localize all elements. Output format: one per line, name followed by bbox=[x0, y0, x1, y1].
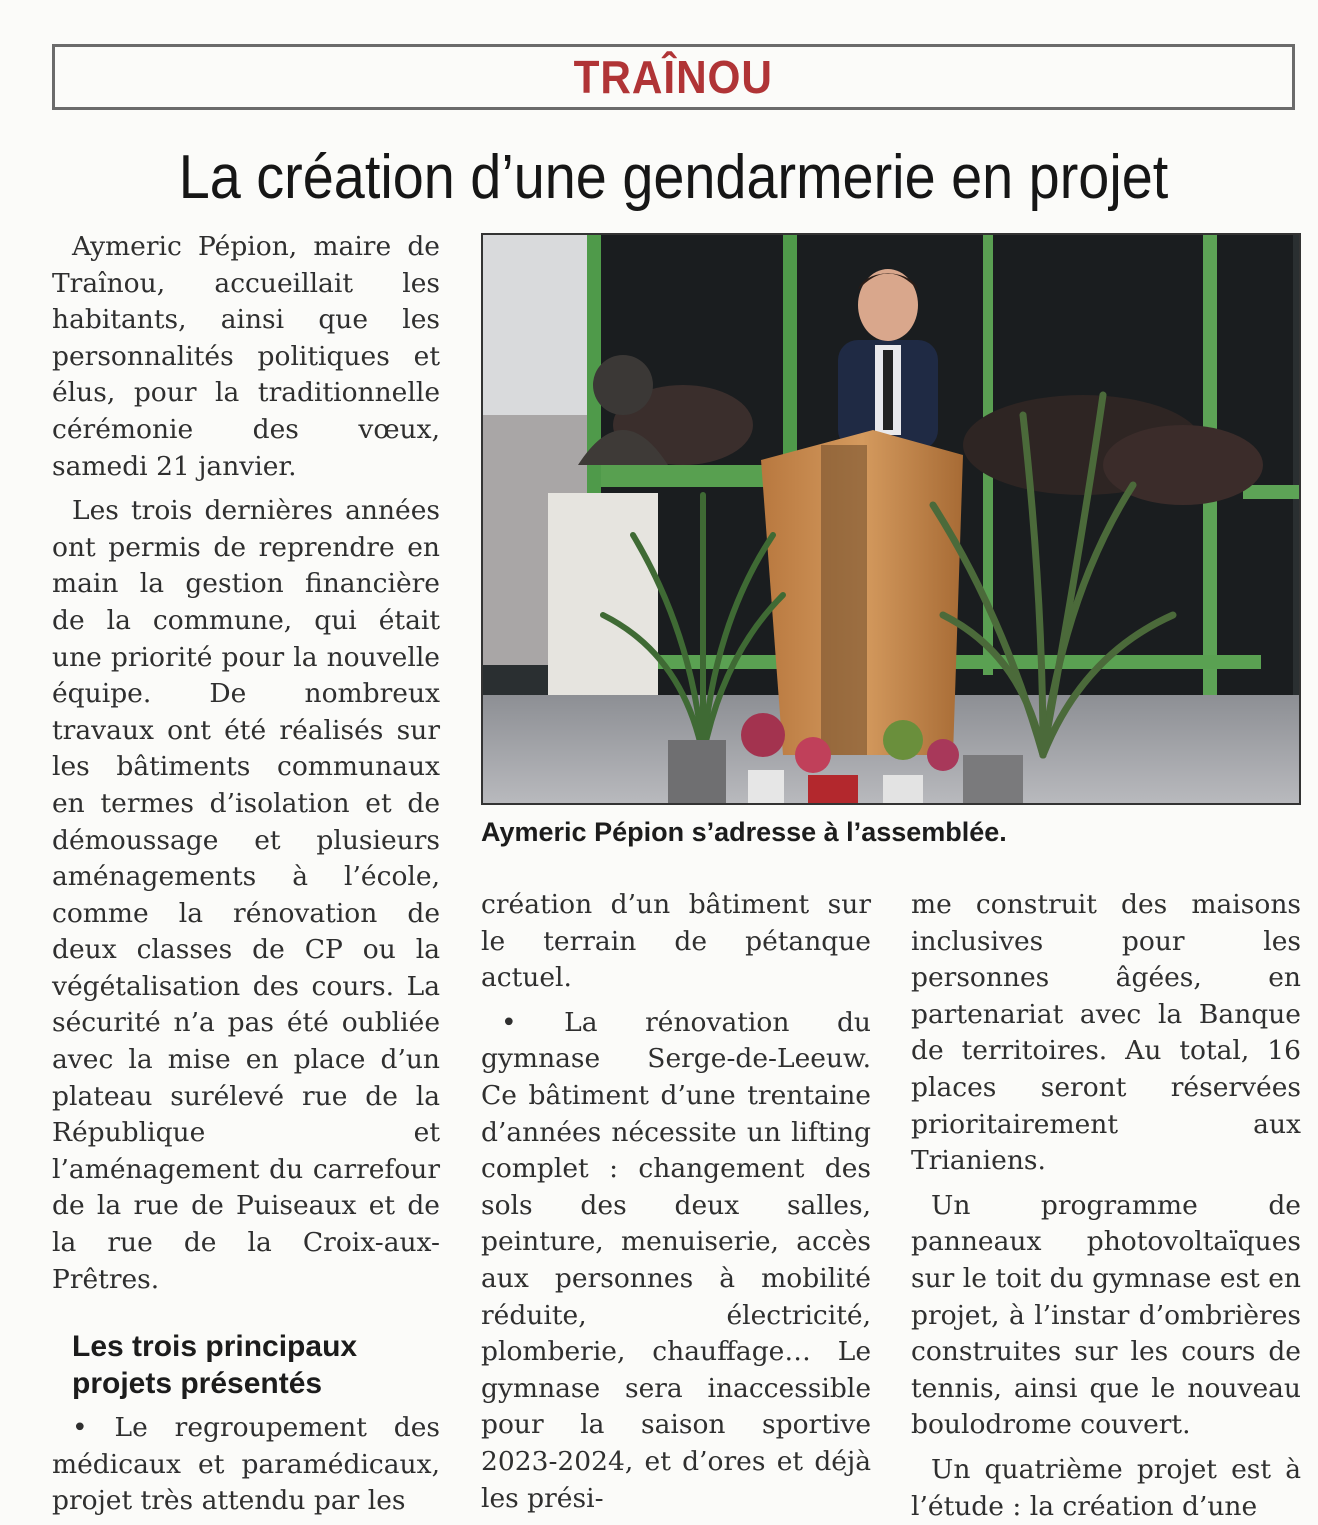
photo-caption: Aymeric Pépion s’adresse à l’assemblée. bbox=[481, 817, 1007, 847]
paragraph-continued: création d’un bâtiment sur le terrain de pétanque actuel. bbox=[481, 889, 871, 994]
paragraph-finances: Les trois dernières années ont permis de reprendre en main la gestion financière de la commune, qui était une priorité pour la nouvelle équipe. De nombreux travaux ont été réalisés sur les bâtiments communaux en termes d’isolation et de démoussage et plusieurs aménagements à l’école, comme la rénovation de deux classes de CP ou la végétalisation des cours. La sécurité n’a pas été oubliée avec la mise en place d’un plateau surélevé rue de la République et l’aménagement du carrefour de la rue de Puiseaux et de la rue de la Croix-aux-Prêtres. bbox=[52, 495, 440, 1295]
paragraph-photovoltaic: Un programme de panneaux photovoltaïques sur le toit du gymnase est en projet, à l’instar d’ombrières construites sur les cours de tennis, ainsi que le nouveau boulodrome couvert. bbox=[911, 1189, 1301, 1441]
article-column-3 bbox=[911, 887, 1301, 1525]
subheading-projects: Les trois principaux projets présentés bbox=[72, 1330, 358, 1401]
photo-mayor-at-lectern bbox=[483, 235, 1299, 803]
paragraph-fourth-project: Un quatrième projet est à l’étude : la création d’une bbox=[911, 1453, 1301, 1522]
article-column-1 bbox=[52, 229, 440, 1520]
paragraph-project-2: • La rénovation du gymnase Serge-de-Leeuw. Ce bâtiment d’une trentaine d’années nécessite un lifting complet : changement des sols des deux salles, peinture, menuiserie, accès aux personnes à mobilité réduite, électricité, plomberie, chauffage… Le gymnase sera inaccessible pour la saison sportive 2023-2024, et d’ores et déjà les prési- bbox=[481, 1006, 871, 1514]
section-kicker-box bbox=[52, 44, 1295, 110]
article-photo bbox=[481, 233, 1301, 805]
paragraph-intro: Aymeric Pépion, maire de Traînou, accueillait les habitants, ainsi que les personnalités politiques et élus, pour la traditionnelle cérémonie des vœux, samedi 21 janvier. bbox=[52, 231, 440, 482]
article-headline: La création d’une gendarmerie en projet bbox=[178, 143, 1169, 212]
paragraph-project-1: • Le regroupement des médicaux et paramédicaux, projet très attendu par les bbox=[52, 1412, 440, 1517]
article-column-2 bbox=[481, 887, 871, 1517]
section-kicker: TRAÎNOU bbox=[573, 51, 774, 103]
paragraph-continued: me construit des maisons inclusives pour les personnes âgées, en partenariat avec la Banque de territoires. Au total, 16 places seront réservées prioritairement aux Trianiens. bbox=[911, 889, 1301, 1177]
